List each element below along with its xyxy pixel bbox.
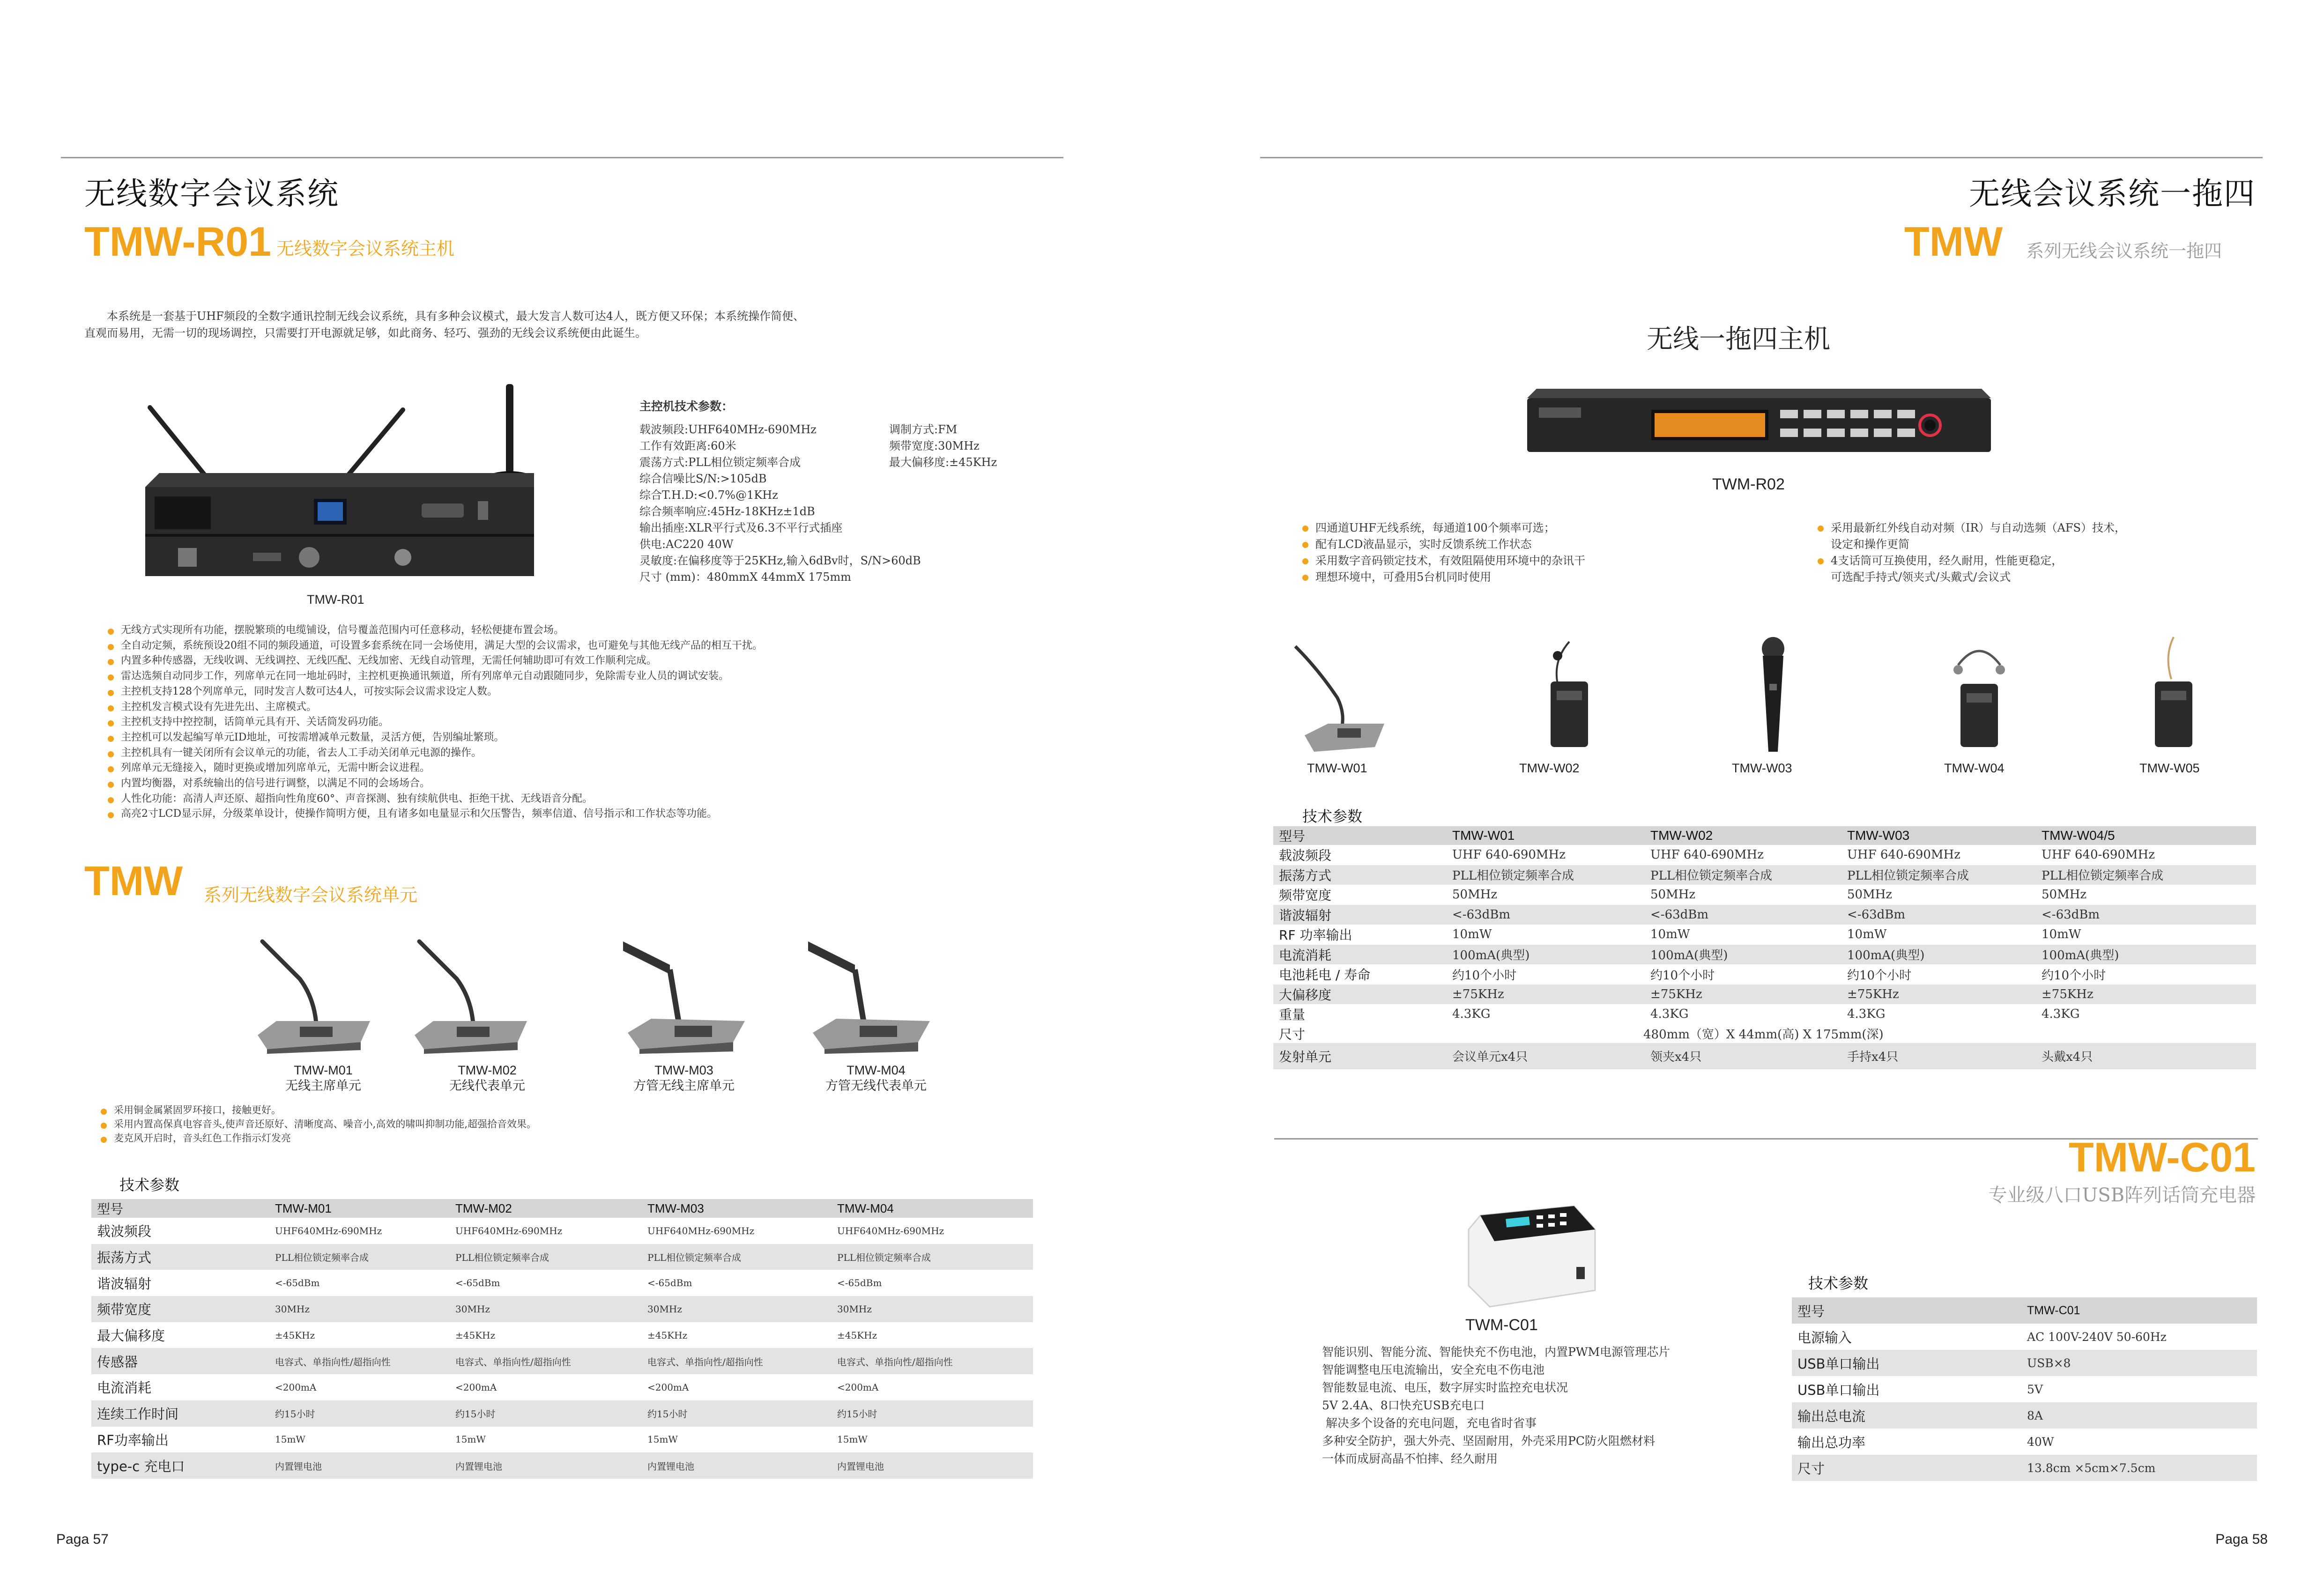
table-row bbox=[91, 1218, 1033, 1244]
table-cell: TMW-M01 bbox=[269, 1199, 450, 1218]
feature-item: 智能调整电压电流输出，安全充电不伤电池 bbox=[1322, 1363, 1545, 1377]
unit-name: 无线代表单元 bbox=[449, 1079, 525, 1093]
feature-item: 理想环境中，可叠用5台机同时使用 bbox=[1302, 569, 1771, 585]
table-cell: PLL相位锁定频率合成 bbox=[1447, 865, 1645, 885]
host-caption: TMW-R01 bbox=[307, 592, 364, 607]
unit-model: TMW-M02 bbox=[458, 1063, 517, 1077]
table-cell: 约15小时 bbox=[450, 1400, 642, 1427]
table-cell: <-65dBm bbox=[455, 1277, 500, 1289]
one-to-four-host-caption: TWM-R02 bbox=[1712, 475, 1785, 493]
table-cell: 最大偏移度 bbox=[97, 1328, 165, 1344]
feature-item: 主控机支持中控控制，话筒单元具有开、关话筒发码功能。 bbox=[108, 715, 1045, 730]
mic-w01-image bbox=[1286, 637, 1398, 754]
feature-item: 配有LCD液晶显示，实时反馈系统工作状态 bbox=[1302, 536, 1771, 553]
feature-item: 可选配手持式/领夹式/头戴式/会议式 bbox=[1831, 570, 2011, 584]
table-cell: TMW-W03 bbox=[1841, 826, 2036, 845]
table-cell: 输出总功率 bbox=[1797, 1434, 1866, 1451]
table-row bbox=[1792, 1297, 2257, 1324]
unit-caption-m03 bbox=[614, 1062, 754, 1094]
table-cell: TMW-W04/5 bbox=[2036, 826, 2256, 845]
table-cell: <-63dBm bbox=[2036, 905, 2256, 925]
table-row bbox=[1273, 905, 2256, 925]
left-model-subtitle: 无线数字会议系统主机 bbox=[276, 238, 455, 259]
table-row bbox=[1273, 845, 2256, 865]
table-row bbox=[91, 1452, 1033, 1479]
feature-item: 5V 2.4A、8口快充USB充电口 bbox=[1322, 1399, 1485, 1412]
table-cell: 4.3KG bbox=[1452, 1007, 1491, 1022]
table-row bbox=[1792, 1350, 2257, 1376]
table-cell: 约10个小时 bbox=[1847, 968, 1912, 983]
table-cell: 振荡方式 bbox=[91, 1244, 269, 1270]
mic-spec-table bbox=[1273, 826, 2256, 1069]
table-cell: 型号 bbox=[91, 1199, 269, 1218]
mic-w03-image bbox=[1759, 637, 1787, 754]
table-cell: 频带宽度 bbox=[91, 1296, 269, 1322]
table-cell: UHF640MHz-690MHz bbox=[837, 1225, 944, 1236]
table-row bbox=[1273, 985, 2256, 1005]
table-cell: 约10个小时 bbox=[1650, 968, 1715, 983]
table-row bbox=[1273, 885, 2256, 905]
table-cell: 型号 bbox=[1273, 826, 1447, 845]
charger-spec-title: 技术参数 bbox=[1808, 1274, 1869, 1292]
table-cell: 领夹x4只 bbox=[1645, 1043, 1841, 1069]
table-cell: UHF 640-690MHz bbox=[1650, 848, 1764, 862]
feature-item: 一体而成厨高晶不怕摔、经久耐用 bbox=[1322, 1452, 1498, 1466]
feature-text: 采用最新红外线自动对频（IR）与自动选频（AFS）技术， bbox=[1831, 521, 2126, 534]
table-cell: 谐波辐射 bbox=[97, 1275, 152, 1292]
table-cell: UHF640MHz-690MHz bbox=[647, 1225, 755, 1236]
table-row bbox=[91, 1296, 1033, 1322]
spec-line: 综合频率响应:45Hz-18KHz±1dB bbox=[639, 505, 815, 518]
table-cell: 4.3KG bbox=[1847, 1007, 1886, 1022]
table-cell: RF功率输出 bbox=[97, 1432, 169, 1448]
one-to-four-host-image bbox=[1527, 389, 1991, 454]
table-cell: 约10个小时 bbox=[2042, 968, 2106, 983]
table-cell: type-c 充电口 bbox=[91, 1452, 269, 1479]
table-cell: 100mA(典型) bbox=[1645, 945, 1841, 965]
table-cell: 50MHz bbox=[2042, 888, 2087, 902]
table-cell: 载波频段 bbox=[97, 1223, 152, 1240]
table-cell: 内置锂电池 bbox=[642, 1452, 832, 1479]
table-cell: TMW-C01 bbox=[2021, 1297, 2257, 1324]
feature-item: 内置均衡器，对系统输出的信号进行调整，以满足不同的会场场合。 bbox=[108, 776, 1045, 792]
feature-item: 主控机支持128个列席单元，同时发言人数可达4人，可按实际会议需求设定人数。 bbox=[108, 684, 1045, 700]
feature-item: 设定和操作更简 bbox=[1831, 538, 1909, 551]
feature-item bbox=[1818, 520, 2249, 536]
charger-spec-table bbox=[1792, 1297, 2257, 1481]
host-spec-title: 主控机技术参数： bbox=[639, 400, 734, 413]
table-cell: 电源输入 bbox=[1797, 1329, 1852, 1346]
table-cell: 内置锂电池 bbox=[269, 1452, 450, 1479]
table-cell: 尺寸 bbox=[1792, 1455, 2021, 1481]
table-cell: TMW-M04 bbox=[832, 1199, 1033, 1218]
table-cell: 电池耗电 / 寿命 bbox=[1279, 967, 1371, 983]
table-row bbox=[1273, 1004, 2256, 1024]
table-cell: 4.3KG bbox=[1650, 1007, 1689, 1022]
mic-w05-image bbox=[2150, 637, 2197, 749]
table-row bbox=[91, 1427, 1033, 1453]
table-cell: USB×8 bbox=[2021, 1350, 2257, 1376]
table-cell: 50MHz bbox=[1650, 888, 1696, 902]
table-cell: 100mA(典型) bbox=[1841, 945, 2036, 965]
table-cell: RF 功率输出 bbox=[1279, 927, 1352, 943]
table-cell: 约15小时 bbox=[832, 1400, 1033, 1427]
spec-line: 频带宽度:30MHz bbox=[889, 439, 980, 452]
table-cell: 15mW bbox=[647, 1434, 678, 1445]
table-cell: 传感器 bbox=[91, 1348, 269, 1374]
table-row bbox=[91, 1374, 1033, 1400]
table-row bbox=[91, 1270, 1033, 1296]
charger-caption: TWM-C01 bbox=[1465, 1316, 1538, 1334]
feature-item: 雷达选频自动同步工作，列席单元在同一地址码时，主控机更换通讯频道，所有列席单元自动跟随同步，免除需专业人员的调试安装。 bbox=[108, 669, 1045, 684]
right-page-title: 无线会议系统一拖四 bbox=[1969, 176, 2256, 212]
table-cell: 50MHz bbox=[1847, 888, 1893, 902]
right-page-number: Paga 58 bbox=[2215, 1532, 2268, 1547]
table-cell: 电容式、单指向性/超指向性 bbox=[642, 1348, 832, 1374]
table-cell: PLL相位锁定频率合成 bbox=[450, 1244, 642, 1270]
feature-item: 采用铜金属紧固罗环接口，接触更好。 bbox=[101, 1103, 803, 1117]
mic-caption-w04: TMW-W04 bbox=[1944, 761, 2005, 775]
unit-spec-table bbox=[91, 1199, 1033, 1479]
feature-item: 智能数显电流、电压，数字屏实时监控充电状况 bbox=[1322, 1381, 1568, 1394]
table-cell: 480mm（宽）X 44mm(高) X 175mm(深) bbox=[1643, 1028, 1884, 1042]
table-row bbox=[1273, 964, 2256, 985]
spec-line: 综合T.H.D:<0.7%@1KHz bbox=[639, 489, 778, 502]
table-cell: USB单口输出 bbox=[1797, 1382, 1880, 1398]
table-cell: ±45KHz bbox=[455, 1329, 496, 1341]
table-cell: 10mW bbox=[2042, 927, 2081, 942]
table-cell: <-63dBm bbox=[1841, 905, 2036, 925]
table-cell: 30MHz bbox=[269, 1296, 450, 1322]
feature-item: 智能识别、智能分流、智能快充不伤电池，内置PWM电源管理芯片 bbox=[1322, 1345, 1671, 1359]
feature-text: 4支话筒可互换使用，经久耐用，性能更稳定， bbox=[1831, 554, 2063, 567]
table-cell: AC 100V-240V 50-60Hz bbox=[2027, 1330, 2167, 1344]
feature-item bbox=[1818, 553, 2249, 569]
right-top-rule bbox=[1260, 157, 2263, 158]
left-model-title: TMW-R01 bbox=[84, 218, 272, 265]
charger-model-title: TMW-C01 bbox=[2068, 1134, 2256, 1180]
table-cell: ±75KHz bbox=[1841, 985, 2036, 1005]
spec-line: 尺寸 (mm)：480mmX 44mmX 175mm bbox=[639, 570, 852, 584]
intro-line: 本系统是一套基于UHF频段的全数字通讯控制无线会议系统，具有多种会议模式，最大发言人数可达4人，既方便又环保；本系统操作简便、 bbox=[107, 310, 805, 323]
feature-item: 多种安全防护，强大外壳、坚固耐用，外壳采用PC防火阻燃材料 bbox=[1322, 1434, 1655, 1448]
table-cell: ±45KHz bbox=[647, 1329, 688, 1341]
right-model-subtitle: 系列无线会议系统一拖四 bbox=[2026, 241, 2222, 261]
table-cell: 30MHz bbox=[832, 1296, 1033, 1322]
spec-line: 载波频段:UHF640MHz-690MHz bbox=[639, 423, 817, 436]
unit-m03-image bbox=[618, 932, 750, 1054]
feature-item: 高亮2寸LCD显示屏，分级菜单设计，使操作简明方便，且有诸多如电量显示和欠压警告，频率信道、信号指示和工作状态等功能。 bbox=[108, 807, 1045, 822]
table-cell: 约10个小时 bbox=[1452, 968, 1517, 983]
unit-caption-m01 bbox=[262, 1062, 384, 1094]
table-cell: 约15小时 bbox=[642, 1400, 832, 1427]
left-page-number: Paga 57 bbox=[56, 1532, 109, 1547]
table-row bbox=[91, 1244, 1033, 1270]
feature-item: 主控机可以发起编写单元ID地址，可按需增减单元数量，灵活方便，告别编址繁琐。 bbox=[108, 730, 1045, 746]
intro-line: 直观而易用，无需一切的现场调控，只需要打开电源就足够，如此商务、轻巧、强劲的无线会议系统便由此诞生。 bbox=[84, 326, 646, 340]
table-cell: TMW-W01 bbox=[1447, 826, 1645, 845]
table-cell: <200mA bbox=[455, 1381, 497, 1393]
table-cell: ±75KHz bbox=[2036, 985, 2256, 1005]
unit-series-title: TMW bbox=[84, 858, 183, 904]
table-cell: 5V bbox=[2027, 1382, 2043, 1396]
table-cell: <200mA bbox=[837, 1381, 879, 1393]
table-cell: 40W bbox=[2027, 1435, 2054, 1449]
table-cell: 大偏移度 bbox=[1273, 985, 1447, 1005]
unit-feature-list bbox=[101, 1103, 803, 1145]
table-cell: TMW-M02 bbox=[450, 1199, 642, 1218]
feature-item: 列席单元无缝接入，随时更换或增加列席单元，无需中断会议进程。 bbox=[108, 761, 1045, 776]
table-cell: <-65dBm bbox=[275, 1277, 320, 1289]
one-to-four-features-right bbox=[1818, 520, 2249, 585]
table-cell: PLL相位锁定频率合成 bbox=[1645, 865, 1841, 885]
table-cell: 电容式、单指向性/超指向性 bbox=[450, 1348, 642, 1374]
feature-item: 内置多种传感器，无线收调、无线调控、无线匹配、无线加密、无线自动管理，无需任何辅助即可有效工作顺利完成。 bbox=[108, 653, 1045, 669]
table-cell: 100mA(典型) bbox=[2036, 945, 2256, 965]
table-cell: 100mA(典型) bbox=[1447, 945, 1645, 965]
feature-item: 主控机发言模式设有先进先出、主席模式。 bbox=[108, 700, 1045, 715]
table-row bbox=[1273, 1024, 2256, 1043]
left-intro bbox=[84, 308, 1045, 341]
table-cell: TMW-W02 bbox=[1645, 826, 1841, 845]
table-cell: 电流消耗 bbox=[97, 1380, 152, 1396]
feature-item: 解决多个设备的充电问题，充电省时省事 bbox=[1326, 1416, 1537, 1430]
feature-item: 麦克风开启时，音头红色工作指示灯发亮 bbox=[101, 1131, 803, 1145]
table-cell: 电流消耗 bbox=[1273, 945, 1447, 965]
table-row bbox=[91, 1400, 1033, 1427]
table-cell: 30MHz bbox=[642, 1296, 832, 1322]
table-cell: 输出总电流 bbox=[1792, 1402, 2021, 1429]
table-cell: 连续工作时间 bbox=[91, 1400, 269, 1427]
table-cell: PLL相位锁定频率合成 bbox=[642, 1244, 832, 1270]
one-to-four-features-left bbox=[1302, 520, 1771, 585]
spec-line: 输出插座:XLR平行式及6.3不平行式插座 bbox=[639, 521, 843, 534]
mic-caption-w05: TMW-W05 bbox=[2139, 761, 2200, 775]
table-cell: 振荡方式 bbox=[1273, 865, 1447, 885]
table-cell: 15mW bbox=[455, 1434, 486, 1445]
table-cell: 内置锂电池 bbox=[450, 1452, 642, 1479]
table-cell: 载波频段 bbox=[1279, 848, 1332, 864]
table-cell: 10mW bbox=[1452, 927, 1492, 942]
table-cell: 4.3KG bbox=[2042, 1007, 2080, 1022]
unit-series-subtitle: 系列无线数字会议系统单元 bbox=[204, 885, 418, 905]
table-row bbox=[1792, 1324, 2257, 1350]
table-cell: ±75KHz bbox=[1645, 985, 1841, 1005]
table-cell: 50MHz bbox=[1452, 888, 1498, 902]
table-cell: 头戴x4只 bbox=[2036, 1043, 2256, 1069]
left-page-title: 无线数字会议系统 bbox=[84, 176, 339, 212]
table-cell: PLL相位锁定频率合成 bbox=[832, 1244, 1033, 1270]
table-cell: 会议单元x4只 bbox=[1447, 1043, 1645, 1069]
table-cell: 30MHz bbox=[450, 1296, 642, 1322]
spec-line: 工作有效距离:60米 bbox=[639, 439, 736, 452]
mic-w02-image bbox=[1544, 642, 1595, 749]
table-cell: 发射单元 bbox=[1273, 1043, 1447, 1069]
right-model-title: TMW bbox=[1904, 218, 2003, 265]
spec-line: 震荡方式:PLL相位锁定频率合成 bbox=[639, 456, 801, 469]
table-cell: <-65dBm bbox=[647, 1277, 692, 1289]
table-cell: 13.8cm ×5cm×7.5cm bbox=[2021, 1455, 2257, 1481]
table-header-row bbox=[91, 1199, 1033, 1218]
feature-item: 四通道UHF无线系统，每通道100个频率可选； bbox=[1302, 520, 1771, 536]
host-feature-list bbox=[108, 623, 1045, 822]
mic-spec-title: 技术参数 bbox=[1302, 807, 1363, 825]
charger-subtitle: 专业级八口USB阵列话筒充电器 bbox=[1988, 1185, 2256, 1206]
mic-caption-w03: TMW-W03 bbox=[1732, 761, 1792, 775]
table-cell: <-63dBm bbox=[1645, 905, 1841, 925]
spec-line: 供电:AC220 40W bbox=[639, 538, 734, 551]
table-cell: 15mW bbox=[837, 1434, 868, 1445]
unit-name: 方管无线代表单元 bbox=[825, 1079, 927, 1093]
unit-name: 方管无线主席单元 bbox=[633, 1079, 735, 1093]
spec-line: 综合信噪比S/N:>105dB bbox=[639, 472, 767, 485]
feature-item: 全自动定频，系统预设20组不同的频段通道，可设置多套系统在同一会场使用，满足大型的会议需求，也可避免与其他无线产品的相互干扰。 bbox=[108, 638, 1045, 654]
feature-item: 无线方式实现所有功能，摆脱繁琐的电缆铺设，信号覆盖范围内可任意移动，轻松便捷布置会场。 bbox=[108, 623, 1045, 638]
table-cell: PLL相位锁定频率合成 bbox=[269, 1244, 450, 1270]
mic-w04-image bbox=[1949, 642, 2010, 749]
table-row bbox=[1792, 1429, 2257, 1455]
feature-item: 采用内置高保真电容音头,使声音还原好、清晰度高、噪音小,高效的啸叫抑制功能,超强拾音效果。 bbox=[101, 1117, 803, 1131]
table-cell: TMW-M03 bbox=[642, 1199, 832, 1218]
host-spec-col2 bbox=[889, 422, 1044, 471]
table-cell: <-65dBm bbox=[837, 1277, 882, 1289]
table-cell: 10mW bbox=[1650, 927, 1690, 942]
table-cell: UHF 640-690MHz bbox=[2042, 848, 2155, 862]
unit-caption-m04 bbox=[806, 1062, 946, 1094]
table-cell: 频带宽度 bbox=[1279, 888, 1332, 903]
one-to-four-host-heading: 无线一拖四主机 bbox=[1647, 324, 1830, 355]
table-cell: 谐波辐射 bbox=[1273, 905, 1447, 925]
unit-model: TMW-M03 bbox=[654, 1063, 713, 1077]
mic-caption-w02: TMW-W02 bbox=[1519, 761, 1580, 775]
table-cell: 10mW bbox=[1847, 927, 1887, 942]
table-row bbox=[1273, 945, 2256, 965]
unit-m01-image bbox=[248, 927, 379, 1054]
table-cell: UHF640MHz-690MHz bbox=[455, 1225, 563, 1236]
table-cell: UHF 640-690MHz bbox=[1847, 848, 1960, 862]
table-cell: 型号 bbox=[1792, 1297, 2021, 1324]
unit-name: 无线主席单元 bbox=[285, 1079, 361, 1093]
table-cell: 内置锂电池 bbox=[832, 1452, 1033, 1479]
table-cell: 15mW bbox=[275, 1434, 305, 1445]
table-row bbox=[1273, 865, 2256, 885]
table-header-row bbox=[1273, 826, 2256, 845]
feature-item: 人性化功能：高清人声还原、超指向性角度60°、声音探测、独有续航供电、拒绝干扰、无线语音分配。 bbox=[108, 792, 1045, 807]
table-row bbox=[1792, 1376, 2257, 1402]
unit-m02-image bbox=[405, 927, 536, 1054]
spec-line: 灵敏度:在偏移度等于25KHz,输入6dBv时，S/N>60dB bbox=[639, 554, 921, 567]
table-row bbox=[91, 1322, 1033, 1348]
table-cell: UHF 640-690MHz bbox=[1452, 848, 1566, 862]
table-cell: UHF640MHz-690MHz bbox=[275, 1225, 382, 1236]
spec-line: 调制方式:FM bbox=[889, 423, 958, 436]
table-cell: PLL相位锁定频率合成 bbox=[2036, 865, 2256, 885]
table-cell: <200mA bbox=[275, 1381, 317, 1393]
table-row bbox=[1273, 925, 2256, 945]
feature-item: 采用数字音码锁定技术，有效阻隔使用环境中的杂讯干 bbox=[1302, 553, 1771, 569]
table-row bbox=[1273, 1043, 2256, 1069]
table-cell: <-63dBm bbox=[1447, 905, 1645, 925]
table-cell: 8A bbox=[2021, 1402, 2257, 1429]
host-receiver-image bbox=[141, 379, 543, 585]
table-cell: ±45KHz bbox=[275, 1329, 315, 1341]
unit-caption-m02 bbox=[426, 1062, 548, 1094]
table-cell: 尺寸 bbox=[1279, 1026, 1306, 1042]
table-cell: ±45KHz bbox=[837, 1329, 877, 1341]
table-row bbox=[91, 1348, 1033, 1374]
mic-caption-w01: TMW-W01 bbox=[1307, 761, 1367, 775]
charger-image bbox=[1462, 1197, 1602, 1309]
table-cell: 手持x4只 bbox=[1841, 1043, 2036, 1069]
unit-model: TMW-M01 bbox=[294, 1063, 353, 1077]
unit-m04-image bbox=[803, 932, 935, 1054]
feature-item: 主控机具有一键关闭所有会议单元的功能，省去人工手动关闭单元电源的操作。 bbox=[108, 746, 1045, 761]
table-cell: <200mA bbox=[647, 1381, 689, 1393]
charger-feature-list bbox=[1322, 1343, 1790, 1468]
table-row bbox=[1792, 1402, 2257, 1429]
unit-spec-title: 技术参数 bbox=[119, 1176, 180, 1194]
table-row bbox=[1792, 1455, 2257, 1481]
left-top-rule bbox=[61, 157, 1063, 158]
table-cell: 约15小时 bbox=[269, 1400, 450, 1427]
table-cell: USB单口输出 bbox=[1792, 1350, 2021, 1376]
unit-model: TMW-M04 bbox=[846, 1063, 906, 1077]
spec-line: 最大偏移度:±45KHz bbox=[889, 456, 997, 469]
table-cell: PLL相位锁定频率合成 bbox=[1841, 865, 2036, 885]
table-cell: 重量 bbox=[1279, 1007, 1306, 1023]
table-cell: 电容式、单指向性/超指向性 bbox=[832, 1348, 1033, 1374]
table-cell: ±75KHz bbox=[1447, 985, 1645, 1005]
table-cell: 电容式、单指向性/超指向性 bbox=[269, 1348, 450, 1374]
